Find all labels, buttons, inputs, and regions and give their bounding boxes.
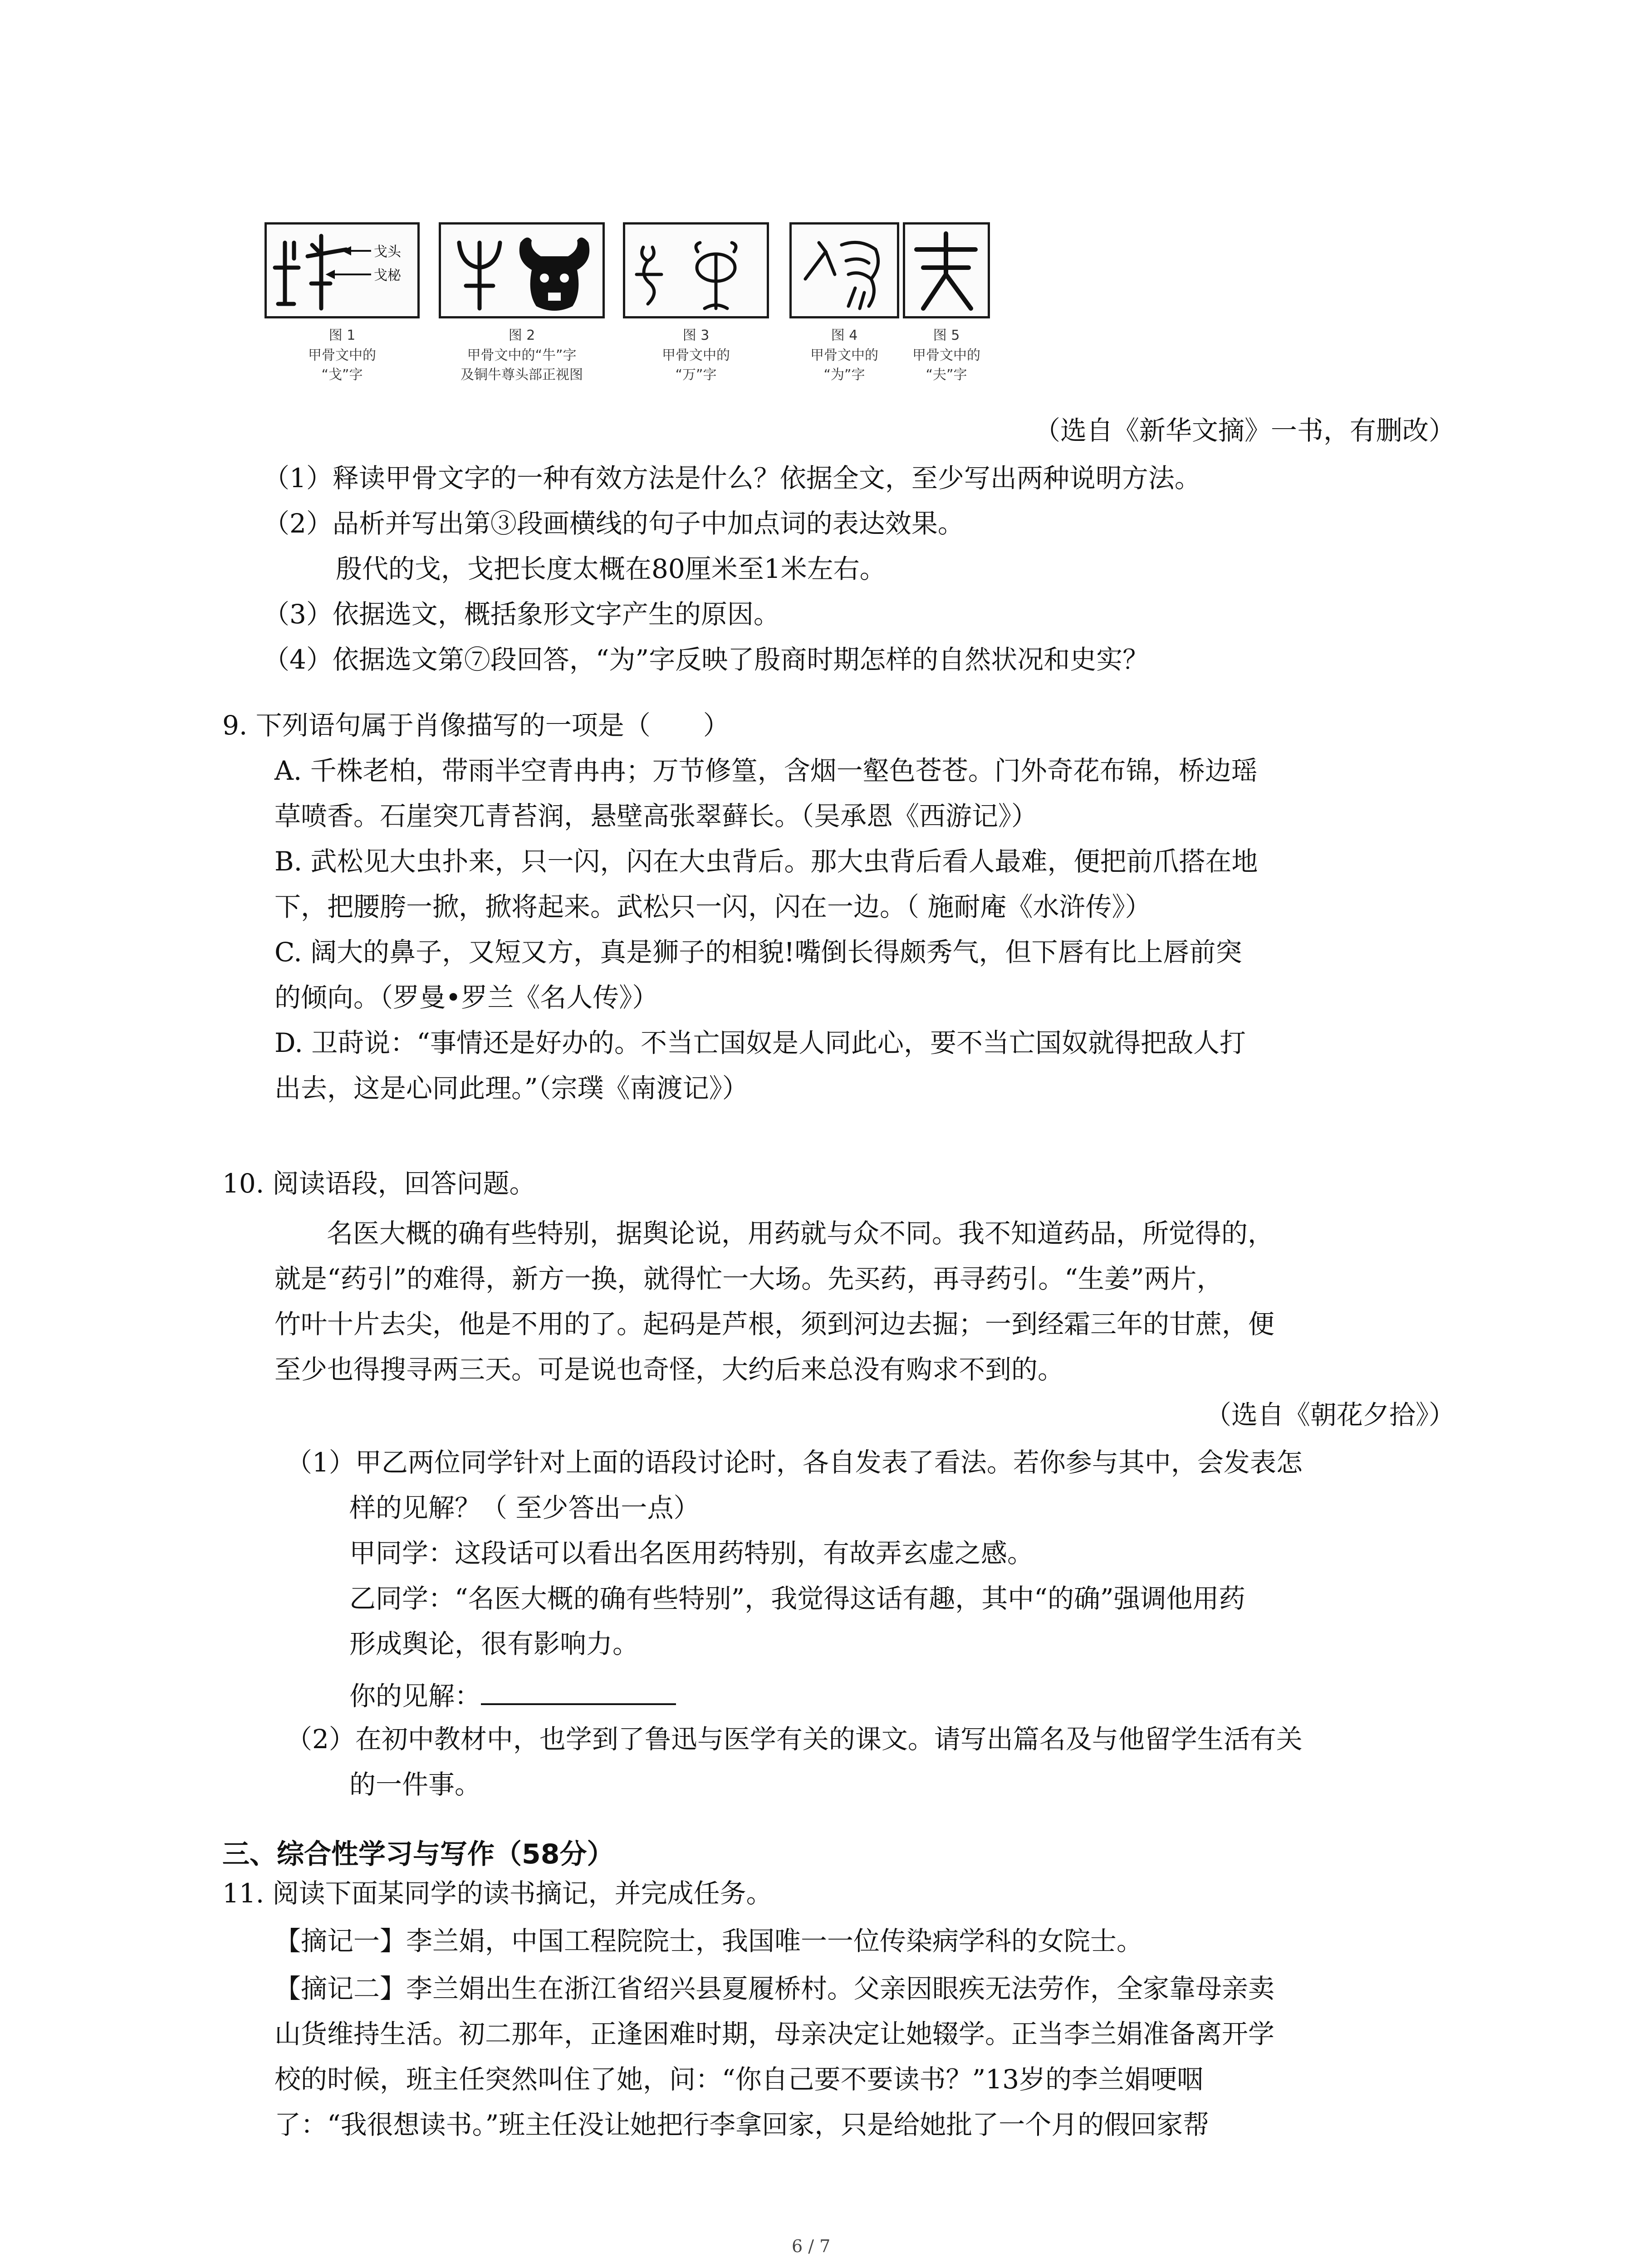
q11-excerpt-2-line1: 【摘记二】李兰娟出生在浙江省绍兴县夏履桥村。父亲因眼疾无法劳作，全家靠母亲卖 [274, 1973, 1275, 2004]
figure-2-caption [425, 326, 618, 385]
q10-passage-line4: 至少也得搜寻两三天。可是说也奇怪，大约后来总没有购求不到的。 [274, 1354, 1064, 1385]
figure-1-caption [265, 326, 420, 385]
q9-option-c-line1: C. 阔大的鼻子，又短又方，真是狮子的相貌!嘴倒长得颇秀气，但下唇有比上唇前突 [274, 937, 1242, 968]
q8-sub4: （4）依据选文第⑦段回答，“为”字反映了殷商时期怎样的自然状况和史实？ [263, 644, 1149, 675]
q11-excerpt-2-line3: 校的时候，班主任突然叫住了她，问：“你自己要不要读书？”13岁的李兰娟哽咽 [274, 2064, 1204, 2095]
figure-4-label: 图 4 [831, 327, 858, 343]
figure-3-label: 图 3 [682, 327, 710, 343]
q10-stem: 10. 阅读语段，回答问题。 [222, 1168, 536, 1199]
figure-1-label: 图 1 [328, 327, 356, 343]
q9-option-a-line1: A. 千株老柏，带雨半空青冉冉；万节修篁，含烟一壑色苍苍。门外奇花布锦，桥边瑶 [274, 755, 1258, 786]
q10-sub2-line2: 的一件事。 [349, 1769, 481, 1800]
niu-character-and-bronze-ox-glyph [441, 225, 603, 316]
figure-3-image [623, 222, 769, 318]
figure-4-image [789, 222, 899, 318]
q9-stem: 9. 下列语句属于肖像描写的一项是（ ） [222, 710, 730, 741]
figure-1-image [265, 222, 420, 318]
figure-4-caption-line1: 甲骨文中的 [810, 347, 878, 363]
q10-sub2-line1: （2）在初中教材中，也学到了鲁迅与医学有关的课文。请写出篇名及与他留学生活有关 [286, 1724, 1303, 1755]
figure-2-caption-line2: 及铜牛尊头部正视图 [460, 367, 583, 383]
q10-passage-line1: 名医大概的确有些特别，据舆论说，用药就与众不同。我不知道药品，所觉得的， [327, 1218, 1274, 1249]
q10-student-yi-line1: 乙同学：“名医大概的确有些特别”，我觉得这话有趣，其中“的确”强调他用药 [349, 1583, 1245, 1614]
q11-excerpt-2-line4: 了：“我很想读书。”班主任没让她把行李拿回家，只是给她批了一个月的假回家帮 [274, 2109, 1210, 2140]
q10-passage-line3: 竹叶十片去尖，他是不用的了。起码是芦根，须到河边去掘；一到经霜三年的甘蔗，便 [274, 1309, 1275, 1339]
q10-sub1-line1: （1）甲乙两位同学针对上面的语段讨论时，各自发表了看法。若你参与其中，会发表怎 [286, 1447, 1303, 1478]
figure-5-caption-line1: 甲骨文中的 [912, 347, 980, 363]
figure-1-caption-line2: “戈”字 [321, 367, 363, 383]
q9-option-b-line2: 下，把腰胯一掀，掀将起来。武松只一闪，闪在一边。（ 施耐庵《水浒传》） [274, 891, 1151, 922]
q9-option-d-line2: 出去，这是心同此理。”（宗璞《南渡记》） [274, 1073, 749, 1104]
ge-shaft-label: 戈柲 [374, 268, 401, 284]
q8-sub3: （3）依据选文，概括象形文字产生的原因。 [263, 599, 780, 630]
source-note-xinhua: （选自《新华文摘》一书，有删改） [1034, 415, 1455, 446]
figure-5-image [903, 222, 990, 318]
answer-blank[interactable] [481, 1681, 676, 1705]
section-3-heading: 三、综合性学习与写作（58分） [222, 1838, 614, 1870]
figure-5-caption-line2: “夫”字 [926, 367, 967, 383]
q10-student-jia: 甲同学：这段话可以看出名医用药特别，有故弄玄虚之感。 [349, 1538, 1034, 1569]
q9-option-a-line2: 草喷香。石崖突兀青苔润，悬壁高张翠藓长。（吴承恩《西游记》） [274, 801, 1038, 831]
wei-character-glyph [792, 225, 897, 316]
q10-passage-line2: 就是“药引”的难得，新方一换，就得忙一大场。先买药，再寻药引。“生姜”两片， [274, 1263, 1223, 1294]
q9-option-c-line2: 的倾向。（罗曼•罗兰《名人传》） [274, 982, 659, 1013]
figure-1-caption-line1: 甲骨文中的 [308, 347, 376, 363]
figure-5-label: 图 5 [933, 327, 960, 343]
figure-2-image [439, 222, 605, 318]
q9-option-d-line1: D. 卫莳说：“事情还是好办的。不当亡国奴是人同此心，要不当亡国奴就得把敌人打 [274, 1027, 1246, 1058]
wan-character-glyph [625, 225, 767, 316]
q11-excerpt-2-line2: 山货维持生活。初二那年，正逢困难时期，母亲决定让她辍学。正当李兰娟准备离开学 [274, 2019, 1275, 2049]
figure-2-label: 图 2 [508, 327, 535, 343]
figure-3-caption [623, 326, 769, 385]
fu-character-glyph [905, 225, 988, 316]
q11-stem: 11. 阅读下面某同学的读书摘记，并完成任务。 [222, 1878, 773, 1909]
figure-4-caption [783, 326, 906, 385]
figure-3-caption-line1: 甲骨文中的 [662, 347, 730, 363]
figure-4-caption-line2: “为”字 [823, 367, 865, 383]
q10-your-view-label: 你的见解： [349, 1681, 481, 1711]
q8-sub2-quote: 殷代的戈，戈把长度太概在80厘米至1米左右。 [336, 553, 886, 584]
q10-student-yi-line2: 形成舆论，很有影响力。 [349, 1628, 639, 1659]
q9-option-b-line1: B. 武松见大虫扑来，只一闪，闪在大虫背后。那大虫背后看人最难，便把前爪搭在地 [274, 846, 1258, 877]
q10-your-view [349, 1681, 676, 1709]
q8-sub1: （1）释读甲骨文字的一种有效方法是什么？依据全文，至少写出两种说明方法。 [263, 463, 1201, 494]
ge-head-label: 戈头 [374, 244, 401, 260]
q8-sub2: （2）品析并写出第③段画横线的句子中加点词的表达效果。 [263, 508, 964, 539]
figure-5-caption [889, 326, 1004, 385]
q10-sub1-line2: 样的见解？（ 至少答出一点） [349, 1492, 700, 1523]
figure-3-caption-line2: “万”字 [675, 367, 717, 383]
q10-source: （选自《朝花夕拾》） [1205, 1399, 1455, 1430]
q11-excerpt-1: 【摘记一】李兰娟，中国工程院院士，我国唯一一位传染病学科的女院士。 [274, 1926, 1143, 1956]
figure-2-caption-line1: 甲骨文中的“牛”字 [467, 347, 577, 363]
page-number: 6 / 7 [792, 2236, 831, 2256]
ge-character-glyph [267, 225, 417, 316]
